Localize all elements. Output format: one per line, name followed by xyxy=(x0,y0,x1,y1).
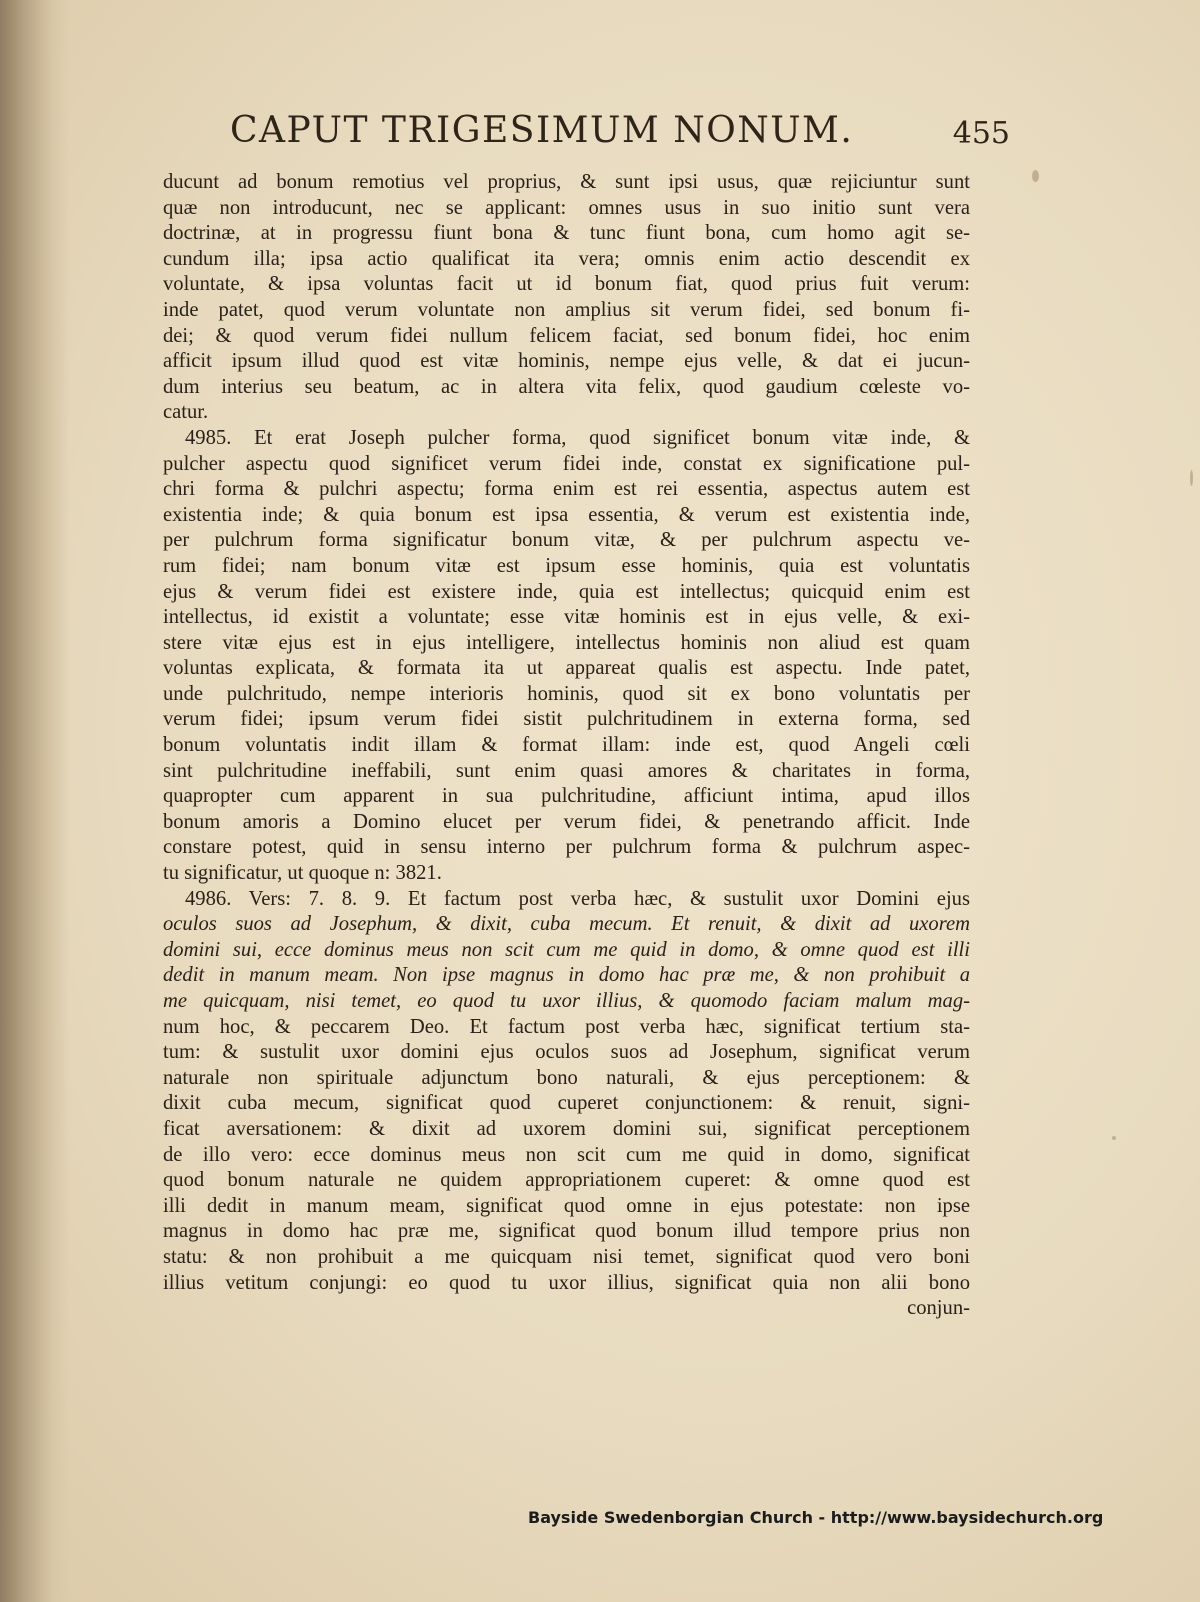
text-line: naturale non spirituale adjunctum bono naturali, & ejus perceptionem: & xyxy=(163,1066,970,1089)
text-line: bonum voluntatis indit illam & format illam: inde est, quod Angeli cœli xyxy=(163,734,970,757)
text-line: bonum amoris a Domino elucet per verum fidei, & penetrando afficit. Inde xyxy=(163,810,970,833)
text-line: afficit ipsum illud quod est vitæ hominis, nempe ejus velle, & dat ei jucun- xyxy=(163,350,970,373)
text-line: dum interius seu beatum, ac in altera vita felix, quod gaudium cœleste vo- xyxy=(163,375,970,398)
text-line: ficat aversationem: & dixit ad uxorem domini sui, significat perceptionem xyxy=(163,1117,970,1140)
text-line: statu: & non prohibuit a me quicquam nisi temet, significat quod vero boni xyxy=(163,1245,970,1268)
text-line: unde pulchritudo, nempe interioris hominis, quod sit ex bono voluntatis per xyxy=(163,682,970,705)
text-line: chri forma & pulchri aspectu; forma enim est rei essentia, aspectus autem est xyxy=(163,478,970,501)
text-line: verum fidei; ipsum verum fidei sistit pulchritudinem in externa forma, sed xyxy=(163,708,970,731)
text-line: de illo vero: ecce dominus meus non scit cum me quid in domo, significat xyxy=(163,1143,970,1166)
running-title: CAPUT TRIGESIMUM NONUM. xyxy=(230,110,854,151)
text-line: constare potest, quid in sensu interno per pulchrum forma & pulchrum aspec- xyxy=(163,836,970,859)
paper-stain xyxy=(1032,170,1039,182)
text-line: illius vetitum conjungi: eo quod tu uxor illius, significat quia non alii bono xyxy=(163,1271,970,1294)
text-line: pulcher aspectu quod significet verum fidei inde, constat ex significatione pul- xyxy=(163,452,970,475)
text-line: ducunt ad bonum remotius vel proprius, & sunt ipsi usus, quæ rejiciuntur sunt xyxy=(163,171,970,193)
scripture-quote-line: oculos suos ad Josephum, & dixit, cuba mecum. Et renuit, & dixit ad uxorem xyxy=(163,913,970,936)
text-line: quod bonum naturale ne quidem appropriationem cuperet: & omne quod est xyxy=(163,1169,970,1192)
scripture-quote-line: dedit in manum meam. Non ipse magnus in domo hac præ me, & non prohibuit a xyxy=(163,964,970,987)
body-text xyxy=(163,170,970,1390)
text-line: tu significatur, ut quoque n: 3821. xyxy=(163,862,442,885)
text-line: quapropter cum apparent in sua pulchritudine, afficiunt intima, apud illos xyxy=(163,785,970,808)
text-line: dei; & quod verum fidei nullum felicem faciat, sed bonum fidei, hoc enim xyxy=(163,324,970,347)
text-line: dixit cuba mecum, significat quod cuperet conjunctionem: & renuit, signi- xyxy=(163,1092,970,1115)
text-line: ejus & verum fidei est existere inde, quia est intellectus; quicquid enim est xyxy=(163,580,970,603)
text-line: existentia inde; & quia bonum est ipsa essentia, & verum est existentia inde, xyxy=(163,503,970,526)
text-line: stere vitæ ejus est in ejus intelligere, intellectus hominis non aliud est quam xyxy=(163,631,970,654)
text-line: rum fidei; nam bonum vitæ est ipsum esse hominis, quia est voluntatis xyxy=(163,554,970,577)
paper-stain xyxy=(1112,1136,1116,1140)
text-line: cundum illa; ipsa actio qualificat ita vera; omnis enim actio descendit ex xyxy=(163,247,970,270)
catchword: conjun- xyxy=(907,1297,970,1320)
text-line: inde patet, quod verum voluntate non amplius sit verum fidei, sed bonum fi- xyxy=(163,298,970,321)
text-line: sint pulchritudine ineffabili, sunt enim quasi amores & charitates in forma, xyxy=(163,759,970,782)
text-line: tum: & sustulit uxor domini ejus oculos suos ad Josephum, significat verum xyxy=(163,1041,970,1064)
scripture-quote-line: me quicquam, nisi temet, eo quod tu uxor illius, & quomodo faciam malum mag- xyxy=(163,990,970,1012)
page-header xyxy=(230,110,1010,160)
text-line: quæ non introducunt, nec se applicant: omnes usus in suo initio sunt vera xyxy=(163,196,970,219)
text-line: voluntate, & ipsa voluntas facit ut id bonum fiat, quod prius fuit verum: xyxy=(163,273,970,296)
paragraph-4986-start: 4986. Vers: 7. 8. 9. Et factum post verba hæc, & sustulit uxor Domini ejus xyxy=(185,887,970,910)
text-line: doctrinæ, at in progressu fiunt bona & tunc fiunt bona, cum homo agit se- xyxy=(163,222,970,245)
text-line: intellectus, id existit a voluntate; esse vitæ hominis est in ejus velle, & exi- xyxy=(163,606,970,629)
site-credit: Bayside Swedenborgian Church - http://www.baysidechurch.org xyxy=(528,1508,1104,1527)
text-line: magnus in domo hac præ me, significat quod bonum illud tempore prius non xyxy=(163,1220,970,1243)
paragraph-4985-start: 4985. Et erat Joseph pulcher forma, quod significet bonum vitæ inde, & xyxy=(185,426,970,449)
page-binding-shadow xyxy=(0,0,70,1602)
page-number: 455 xyxy=(952,116,1010,151)
text-line: catur. xyxy=(163,401,209,424)
scripture-quote-line: domini sui, ecce dominus meus non scit cum me quid in domo, & omne quod est illi xyxy=(163,938,970,961)
text-line: illi dedit in manum meam, significat quod omne in ejus potestate: non ipse xyxy=(163,1194,970,1217)
text-line: voluntas explicata, & formata ita ut appareat qualis est aspectu. Inde patet, xyxy=(163,657,970,680)
text-line: num hoc, & peccarem Deo. Et factum post verba hæc, significat tertium sta- xyxy=(163,1015,970,1038)
text-line: per pulchrum forma significatur bonum vitæ, & per pulchrum aspectu ve- xyxy=(163,529,970,552)
paper-stain xyxy=(1190,470,1193,486)
